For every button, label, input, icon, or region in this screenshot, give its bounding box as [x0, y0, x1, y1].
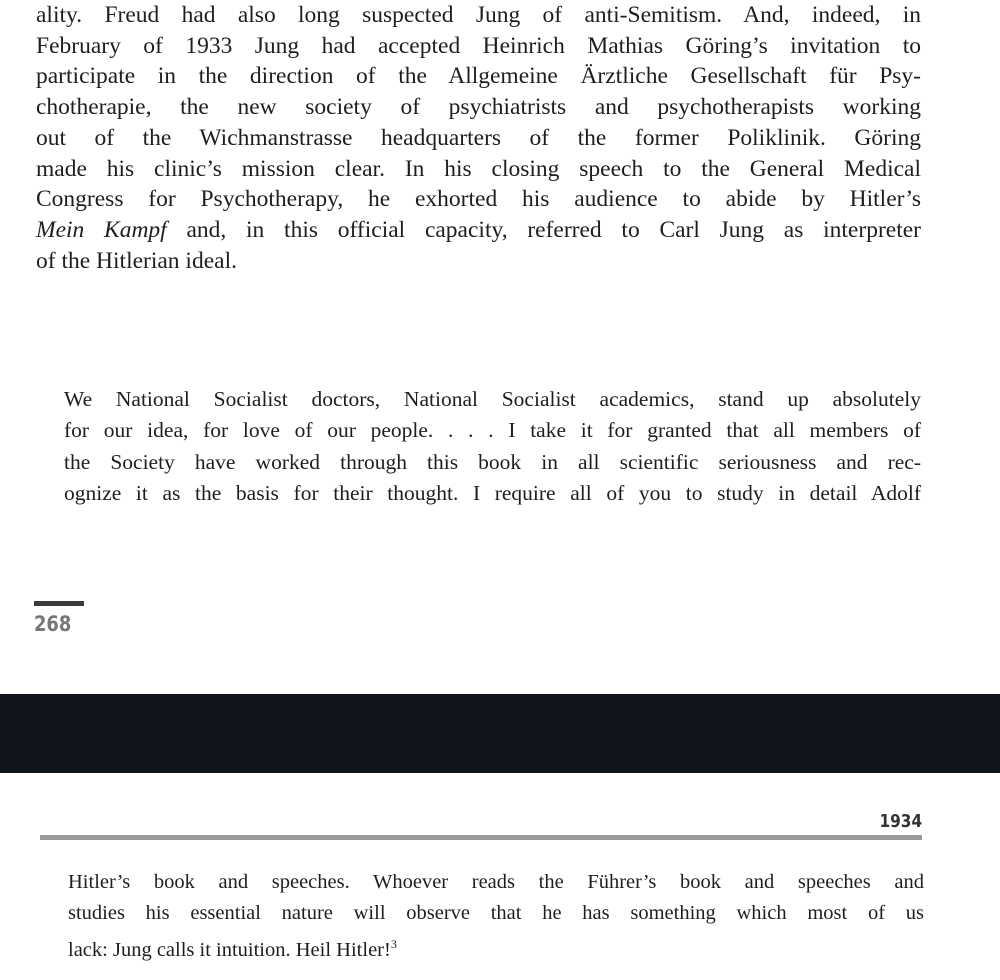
- body-line: of the Hitlerian ideal.: [36, 247, 237, 274]
- body-line-rest: and, in this official capacity, referred to Carl Jung as interpreter: [166, 216, 921, 243]
- body-line: made his clinic’s mission clear. In his closing speech to the General Medical: [36, 155, 921, 182]
- body-line: [36, 215, 921, 246]
- body-line: ality. Freud had also long suspected Jung of anti-Semitism. And, indeed, in: [36, 2, 921, 28]
- quote-line: the Society have worked through this book in all scientific seriousness and rec-: [64, 449, 921, 474]
- body-line: out of the Wichmanstrasse headquarters of the former Poliklinik. Göring: [36, 124, 921, 151]
- quote-line: [68, 929, 924, 966]
- quote-line: We National Socialist doctors, National Socialist academics, stand up absolutely: [64, 387, 921, 411]
- header-rule: [40, 835, 922, 840]
- page-divider-band: [0, 694, 1000, 773]
- quote-line: ognize it as the basis for their thought. I require all of you to study in detail Adolf: [64, 480, 921, 505]
- page-number: 268: [34, 612, 72, 636]
- quote-last-line: lack: Jung calls it intuition. Heil Hitler!: [68, 938, 391, 961]
- quote-line: Hitler’s book and speeches. Whoever reads the Führer’s book and speeches and: [68, 871, 924, 893]
- body-line: February of 1933 Jung had accepted Heinrich Mathias Göring’s invitation to: [36, 32, 921, 59]
- book-title: Mein Kampf: [36, 216, 167, 243]
- block-quote-continued: [68, 867, 924, 966]
- quote-line: studies his essential nature will observe that he has something which most of us: [68, 902, 924, 924]
- running-head-year: 1934: [879, 811, 922, 832]
- body-line: Congress for Psychotherapy, he exhorted his audience to abide by Hitler’s: [36, 186, 921, 213]
- body-text: [36, 0, 921, 276]
- page-number-bar: [34, 601, 84, 606]
- block-quote: [64, 384, 921, 509]
- body-line: chotherapie, the new society of psychiatrists and psychotherapists working: [36, 94, 921, 121]
- body-line: participate in the direction of the Allgemeine Ärztliche Gesellschaft für Psy-: [36, 63, 921, 90]
- quote-line: for our idea, for love of our people. . . . I take it for granted that all members of: [64, 418, 921, 443]
- footnote-reference[interactable]: 3: [390, 937, 397, 951]
